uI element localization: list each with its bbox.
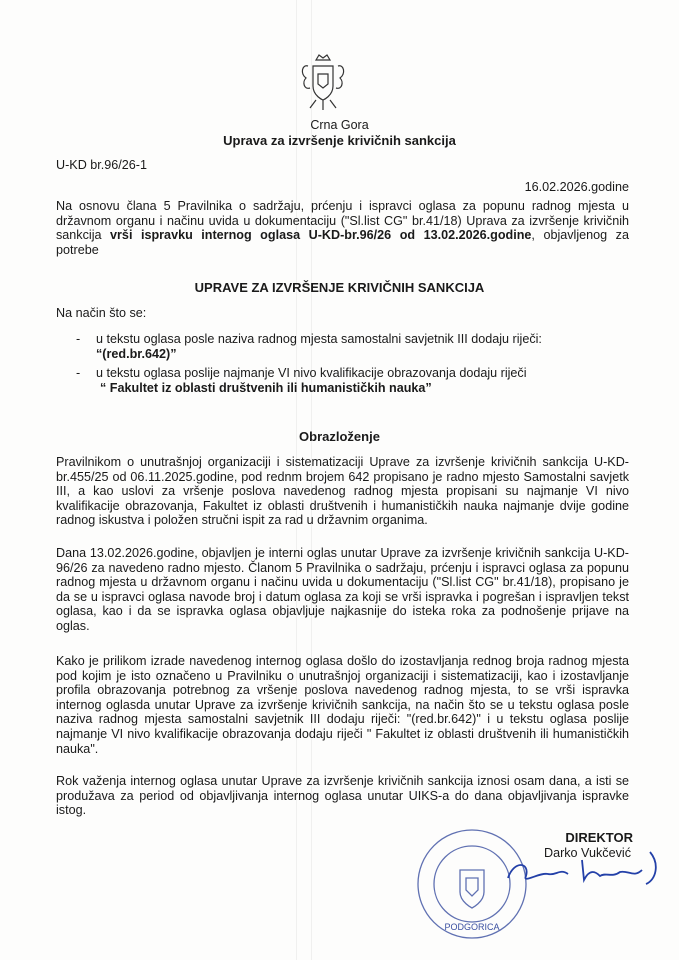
signatory-name: Darko Vukčević bbox=[543, 846, 631, 860]
document-date: 16.02.2026.godine bbox=[524, 180, 629, 194]
handwritten-signature bbox=[500, 850, 660, 890]
intro-text: Na osnovu člana 5 Pravilnika o sadržaju, prćenju i ispravci oglasa za popunu radnog mjesta u državnom organu i načinu uvida u dokumentaciju ("Sl.list CG" br.41/18) Uprava za izvršenje krivičnih sankcija bbox=[56, 199, 629, 243]
paragraph-1: Pravilnikom o unutrašnjoj organizaciji i sistematizaciji Uprave za izvršenje krivičnih sankcija U-KD-br.455/25 od 06.11.2025.godine, pod rednm brojem 642 propisano je radno mjesto Samostalni savjetk III, a kao uslovi za vršenje poslova navedenog radnog mjesta propisani su najmanje VI nivo kvalifikacije obrazovanja, Fakultet iz oblasti društvenih i humanističkih nauka najmanje dvije godine radnog iskustva i položen stručni ispit za rad u državnim organima. bbox=[56, 455, 629, 528]
manner-label: Na način što se: bbox=[56, 306, 147, 320]
institution-name: Uprava za izvršenje krivičnih sankcija bbox=[223, 133, 456, 148]
paragraph-4: Rok važenja internog oglasa unutar Uprave za izvršenje krivičnih sankcija iznosi osam dana, a isti se produžava za period od objavljivanja internog oglasa unutar UIKS-a do dana objavljivanja ispravke istog. bbox=[56, 774, 629, 818]
reference-number: U-KD br.96/26-1 bbox=[56, 158, 147, 172]
intro-text-end: , objavljenog za potrebe bbox=[56, 228, 629, 257]
intro-paragraph bbox=[56, 199, 629, 257]
intro-bold-text: vrši ispravku internog oglasa U-KD-br.96/26 od 13.02.2026.godine bbox=[110, 228, 532, 243]
stamp-city: PODGORICA bbox=[444, 922, 500, 932]
bullet-item: - u tekstu oglasa poslije najmanje VI nivo kvalifikacije obrazovanja dodaju riječi “ Fakultet iz oblasti društvenih ili humanističkih nauka” bbox=[76, 366, 527, 395]
paragraph-2: Dana 13.02.2026.godine, objavljen je interni oglas unutar Uprave za izvršenje krivičnih sankcija U-KD-96/26 za navedeno radno mjesto. Članom 5 Pravilnika o sadržaju, prćenju i ispravci oglasa za popunu radnog mjesta u državnom organu i načinu uvida u dokumentaciju ("Sl.list CG" br.41/18), propisano je da se u ispravci oglasa navode broj i datum oglasa za koji se vrši ispravka i pogrešan i ispravljen tekst oglasa, kao i da se ispravka oglasa objavljuje najkasnije do isteka roka za podnošenje prijave na oglas. bbox=[56, 546, 629, 633]
coat-of-arms-icon bbox=[298, 52, 348, 114]
bullet-bold: “(red.br.642)” bbox=[96, 347, 177, 361]
signatory-title: DIREKTOR bbox=[565, 830, 633, 845]
explanation-title: Obrazloženje bbox=[299, 429, 380, 444]
country-name: Crna Gora bbox=[310, 118, 369, 132]
bullet-text: u tekstu oglasa poslije najmanje VI nivo kvalifikacije obrazovanja dodaju riječi bbox=[96, 366, 527, 380]
bullet-bold: “ Fakultet iz oblasti društvenih ili humanističkih nauka” bbox=[100, 381, 432, 395]
heading: UPRAVE ZA IZVRŠENJE KRIVIČNIH SANKCIJA bbox=[194, 280, 485, 295]
bullet-text: u tekstu oglasa posle naziva radnog mjesta samostalni savjetnik III dodaju riječi: bbox=[96, 332, 542, 346]
paragraph-3: Kako je prilikom izrade navedenog internog oglasa došlo do izostavljanja rednog broja radnog mjesta pod kojim je isto označeno u Pravilniku o unutrašnjoj organizaciji i sistematizaciji, kao i izostavljanje profila obrazovanja potrebnog za vršenje poslova navedenog radnog mjesta, to se vrši ispravka internog oglasda unutar Uprave za izvršenje krivičnih sankcija, na način što se u tekstu oglasa posle naziva radnog mjesta samostalni savjetnik III dodaju riječi: "(red.br.642)" i u tekstu oglasa poslije najmanje VI nivo kvalifikacije obrazovanja dodaju riječi " Fakultet iz oblasti društvenih ili humanističkih nauka". bbox=[56, 654, 629, 756]
bullet-item: - u tekstu oglasa posle naziva radnog mjesta samostalni savjetnik III dodaju riječi: “(red.br.642)” bbox=[76, 332, 542, 361]
